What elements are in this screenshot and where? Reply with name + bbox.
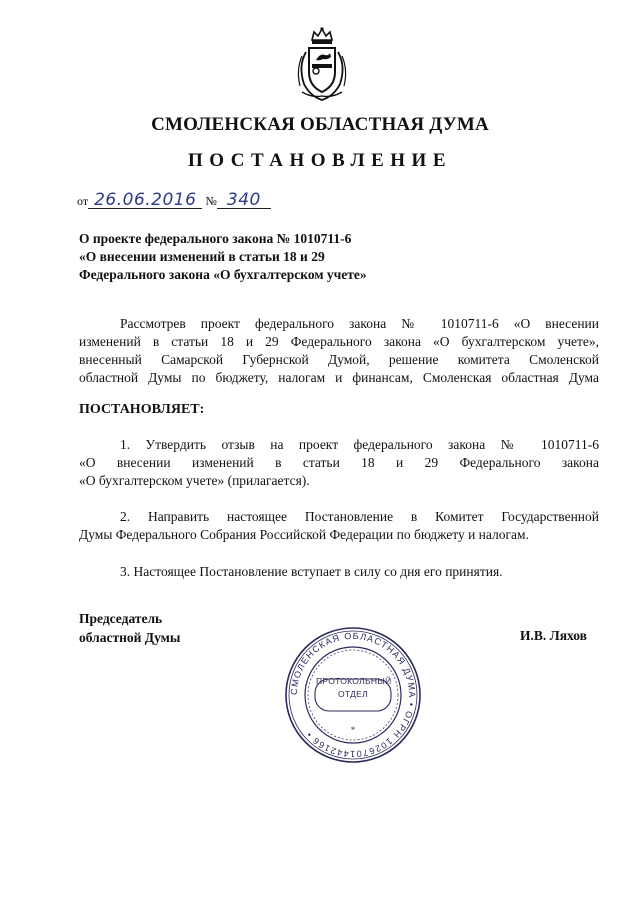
item-line: «О бухгалтерском учете» (прилагается). (79, 473, 310, 488)
preamble-line: внесенный Самарской Губернской Думой, решение комитета Смоленской (79, 352, 599, 367)
preamble-line: Рассмотрев проект федерального закона № 1010711-6 «О внесении (120, 316, 599, 331)
resolution-item-2 (79, 508, 599, 544)
signatory-position (79, 609, 180, 647)
preamble-line: областной Думы по бюджету, налогам и финансам, Смоленская областная Дума (79, 370, 599, 385)
item-line: «О внесении изменений в статьи 18 и 29 Федерального закона (79, 455, 599, 470)
stamp-ring-text: СМОЛЕНСКАЯ ОБЛАСТНАЯ ДУМА • ОГРН 1026701442166 • (288, 630, 418, 760)
resolves-heading: ПОСТАНОВЛЯЕТ: (79, 402, 205, 417)
resolution-item-1 (79, 436, 599, 490)
stamp-center (316, 675, 390, 701)
item-line: 2. Направить настоящее Постановление в Комитет Государственной (120, 509, 599, 524)
resolution-item-3 (79, 563, 599, 581)
stamp-center-line: ОТДЕЛ (337, 689, 369, 699)
svg-text:*: * (350, 725, 356, 735)
subject-line: О проекте федерального закона № 1010711-6 (79, 231, 352, 246)
handwritten-date: 26.06.2016 (88, 192, 202, 209)
item-line: 1. Утвердить отзыв на проект федерального закона № 1010711-6 (120, 437, 599, 452)
item-line: Думы Федерального Собрания Российской Федерации по бюджету и налогам. (79, 527, 529, 542)
item-line: 3. Настоящее Постановление вступает в силу со дня его принятия. (120, 564, 503, 579)
subject-line: Федерального закона «О бухгалтерском учете» (79, 267, 367, 282)
signatory-name: И.В. Ляхов (520, 628, 587, 643)
position-line: Председатель (79, 611, 163, 626)
number-label: № (205, 194, 217, 208)
stamp-center-line: ПРОТОКОЛЬНЫЙ (316, 676, 392, 686)
preamble-paragraph (79, 315, 599, 387)
document-subject (79, 230, 439, 284)
date-prefix: от (77, 194, 89, 208)
smolensk-coat-of-arms-icon (290, 26, 354, 104)
date-number-line (77, 192, 271, 209)
official-stamp (283, 625, 423, 765)
subject-line: «О внесении изменений в статьи 18 и 29 (79, 249, 325, 264)
handwritten-number: 340 (217, 192, 271, 209)
document-type-title: ПОСТАНОВЛЕНИЕ (187, 150, 453, 171)
preamble-line: изменений в статьи 18 и 29 Федерального закона «О бухгалтерском учете», (79, 334, 599, 349)
organization-title: СМОЛЕНСКАЯ ОБЛАСТНАЯ ДУМА (151, 114, 489, 135)
position-line: областной Думы (79, 630, 181, 645)
